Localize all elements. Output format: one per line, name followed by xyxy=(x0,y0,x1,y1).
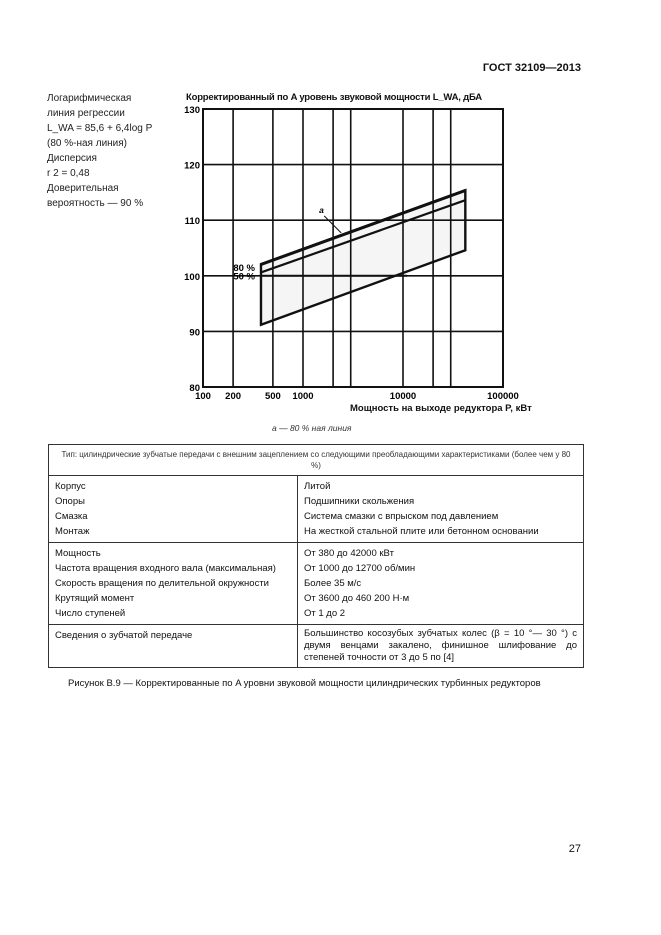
row-label: Частота вращения входного вала (максимальная) xyxy=(55,563,276,574)
row-value: Подшипники скольжения xyxy=(304,496,415,507)
x-tick-label: 10000 xyxy=(389,391,417,402)
y-tick-label: 100 xyxy=(184,271,200,283)
variance-label: Дисперсия xyxy=(47,153,97,164)
x-tick-label: 500 xyxy=(264,391,281,402)
row-label: Сведения о зубчатой передаче xyxy=(55,630,193,641)
x-tick-label: 100 xyxy=(195,391,211,402)
characteristics-table xyxy=(48,444,584,668)
x-tick-label: 1000 xyxy=(292,391,314,402)
confidence-label: Доверительная xyxy=(47,183,119,194)
series-label: 50 % xyxy=(233,271,255,283)
x-tick-label: 100000 xyxy=(487,391,519,402)
x-tick-label: 200 xyxy=(225,391,242,402)
row-value: От 1 до 2 xyxy=(304,608,346,619)
chart-svg xyxy=(0,0,661,420)
row-value: Система смазки с впрыском под давлением xyxy=(304,511,499,522)
y-tick-label: 90 xyxy=(189,327,200,339)
y-tick-label: 120 xyxy=(184,160,200,172)
document-header: ГОСТ 32109—2013 xyxy=(482,62,581,74)
row-value: От 1000 до 12700 об/мин xyxy=(304,563,416,574)
row-label: Крутящий момент xyxy=(55,593,135,604)
row-value: Более 35 м/с xyxy=(304,578,362,589)
regression-line-1: Логарифмическая xyxy=(47,93,132,104)
x-axis-label: Мощность на выходе редуктора P, кВт xyxy=(350,403,532,414)
row-label: Скорость вращения по делительной окружности xyxy=(55,578,269,589)
series-label: 80 % xyxy=(233,263,255,275)
table-group-operation xyxy=(49,543,584,625)
page-number: 27 xyxy=(568,843,581,855)
row-label: Смазка xyxy=(55,511,88,522)
row-label: Опоры xyxy=(55,496,85,507)
regression-line-2: линия регрессии xyxy=(47,108,125,119)
row-label: Корпус xyxy=(55,481,86,492)
table-group-gearing xyxy=(49,625,584,668)
y-tick-label: 130 xyxy=(184,105,200,116)
figure-caption: Рисунок В.9 — Корректированные по A уровни звуковой мощности цилиндрических турбинных редукторов xyxy=(68,678,541,689)
y-tick-label: 80 xyxy=(189,383,200,394)
row-value: Литой xyxy=(304,481,331,492)
annotation-label: a xyxy=(319,204,324,215)
row-value: На жесткой стальной плите или бетонном основании xyxy=(304,526,539,537)
row-label: Мощность xyxy=(55,548,101,559)
table-title: Тип: цилиндрические зубчатые передачи с внешним зацеплением со следующими преобладающими характеристиками (более чем у 80 %) xyxy=(49,445,584,476)
regression-line-note: (80 %-ная линия) xyxy=(47,138,128,149)
chart-title: Корректированный по A уровень звуковой мощности L_WA, дБА xyxy=(186,92,482,103)
row-value: От 3600 до 460 200 Н·м xyxy=(304,593,410,604)
row-label: Число ступеней xyxy=(55,608,126,619)
regression-formula: L_WA = 85,6 + 6,4log P xyxy=(47,123,153,134)
confidence-value: вероятность — 90 % xyxy=(47,198,144,209)
y-tick-label: 110 xyxy=(184,216,200,228)
row-value: От 380 до 42000 кВт xyxy=(304,548,394,559)
variance-value: r 2 = 0,48 xyxy=(47,168,90,179)
row-value: Большинство косозубых зубчатых колес (β = 10 °— 30 °) с двумя венцами закалено, финишное шлифование до степеней точности от 3 до 5 по [4] xyxy=(304,628,577,663)
table-group-design xyxy=(49,476,584,543)
row-label: Монтаж xyxy=(55,526,90,537)
chart-footnote: a — 80 % ная линия xyxy=(272,423,352,433)
